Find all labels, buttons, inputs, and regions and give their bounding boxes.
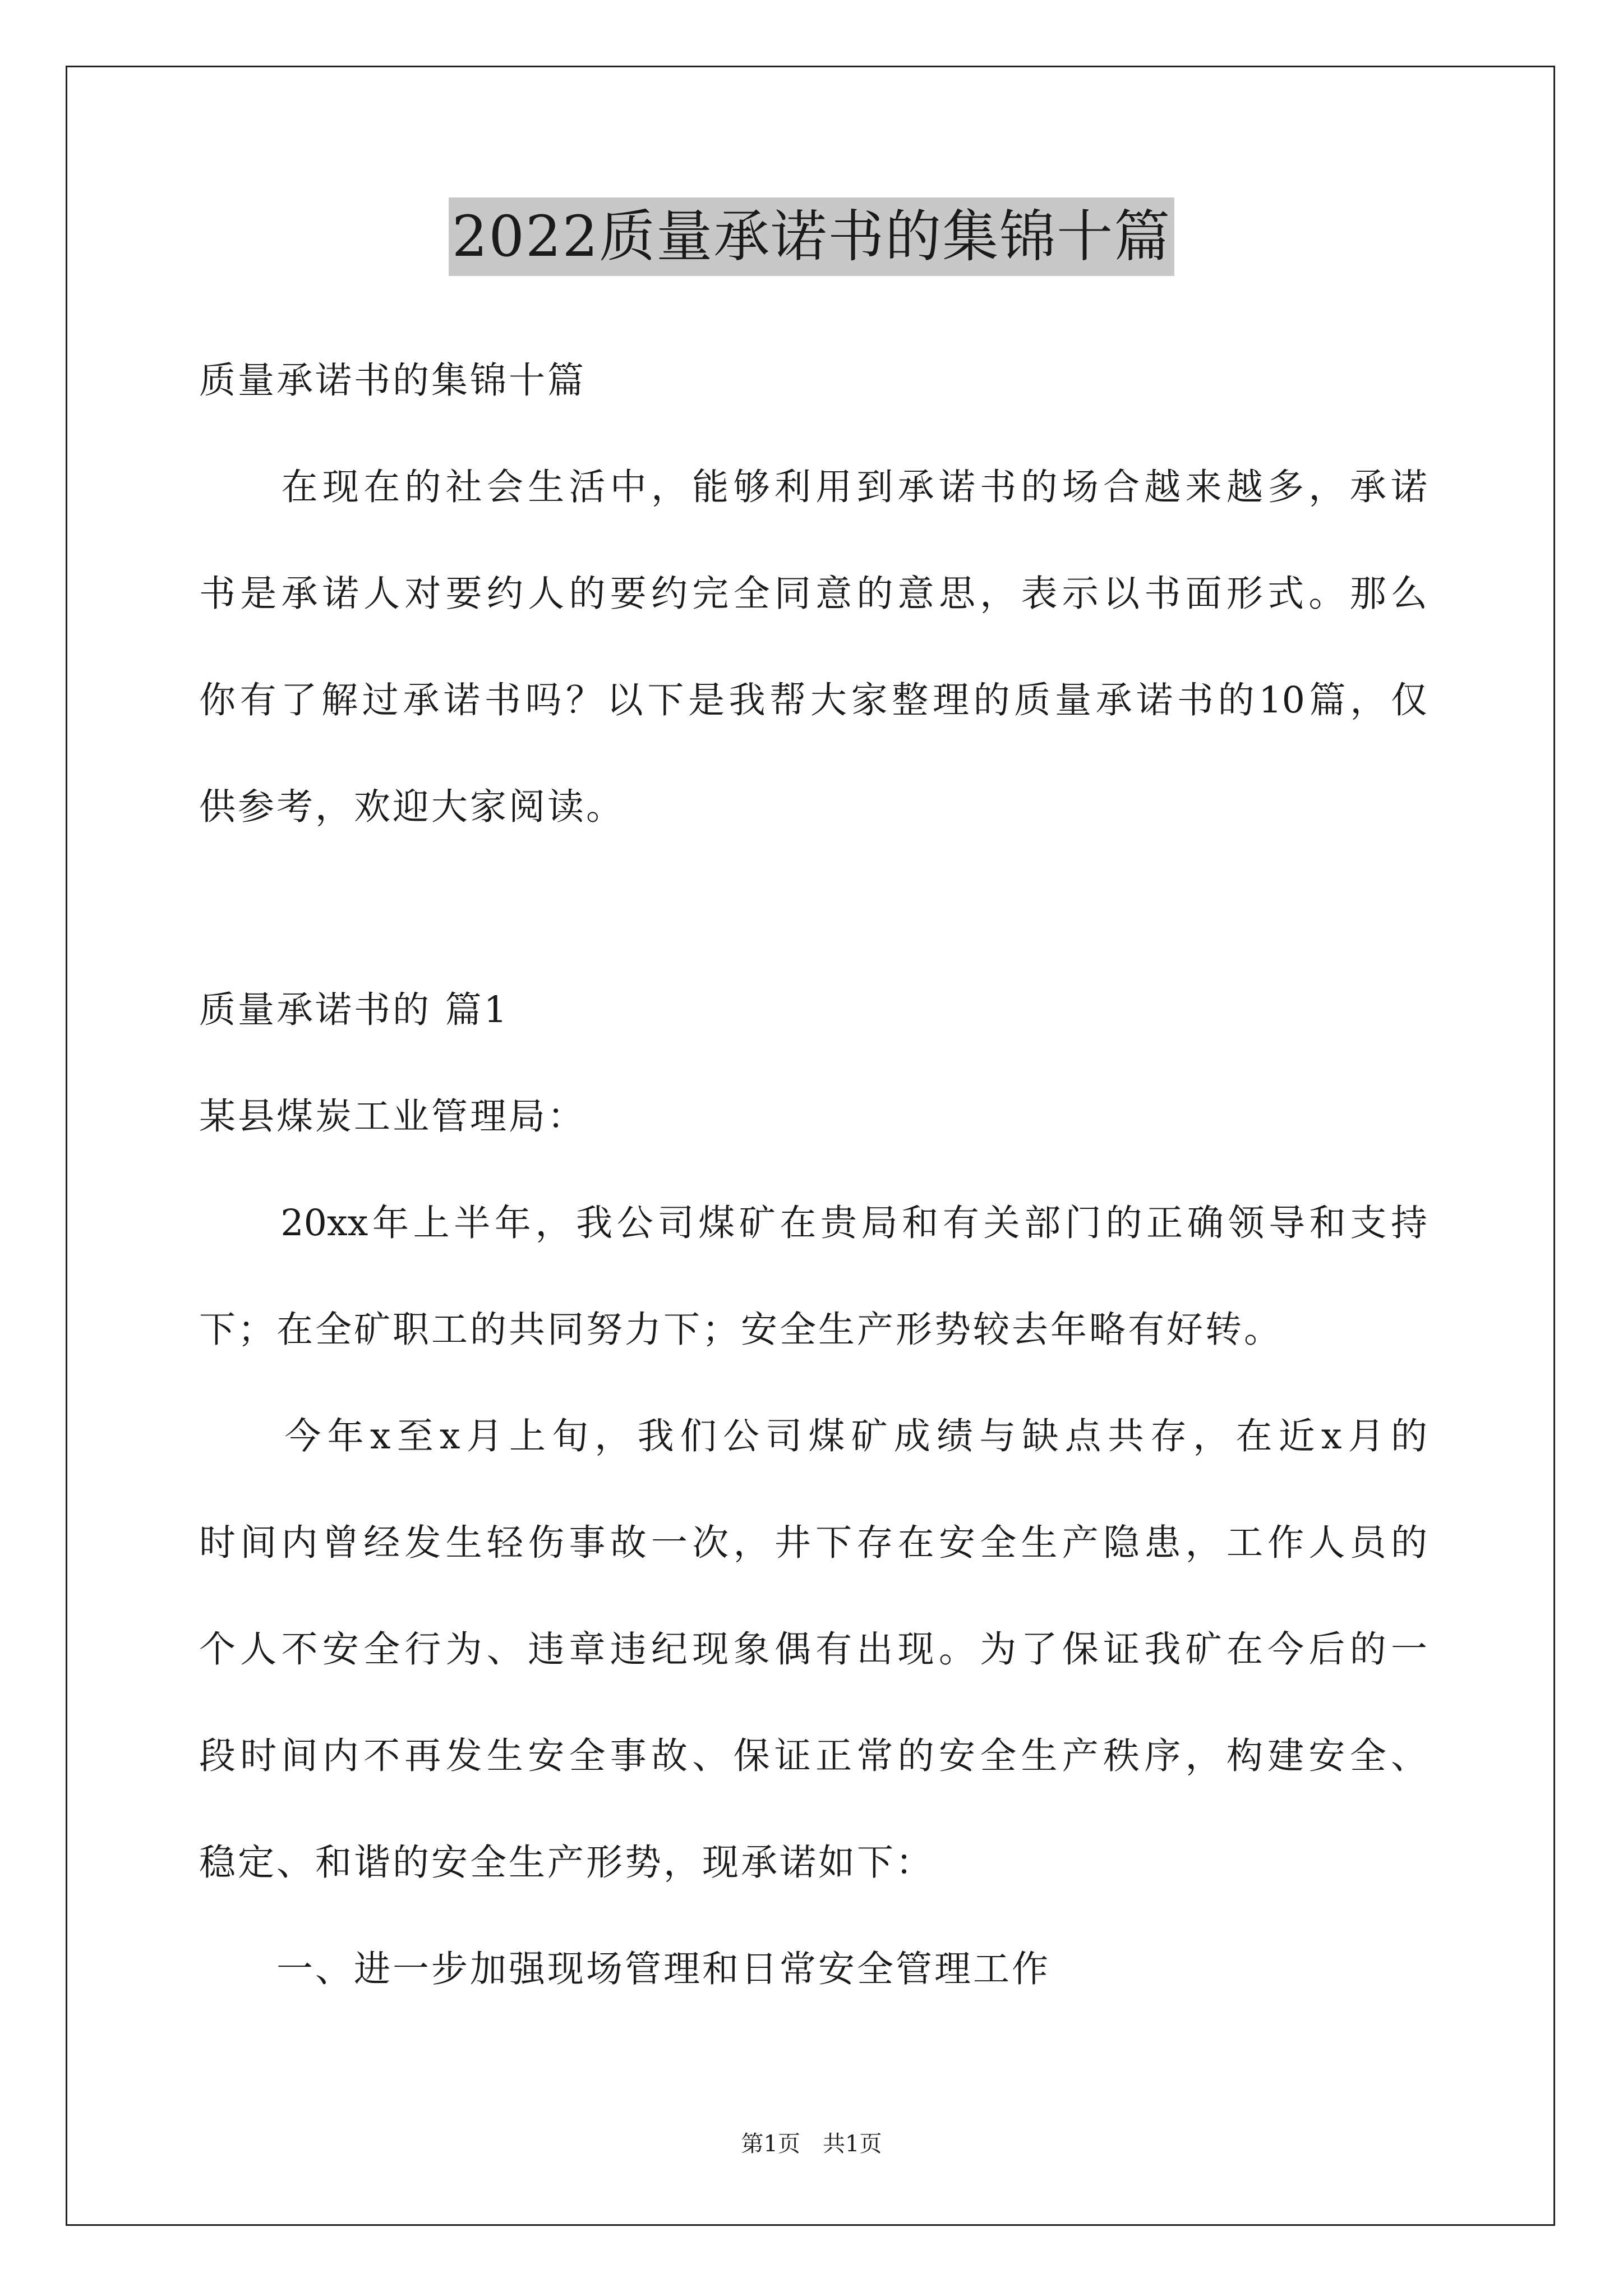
- paragraph-line: 供参考，欢迎大家阅读。: [199, 786, 625, 828]
- section-heading: 质量承诺书的 篇1: [199, 989, 510, 1031]
- paragraph-line: 书是承诺人对要约人的要约完全同意的意思，表示以书面形式。那么: [199, 573, 1427, 615]
- paragraph-line: 20xx年上半年，我公司煤矿在贵局和有关部门的正确领导和支持: [199, 1202, 1427, 1244]
- paragraph-line: 时间内曾经发生轻伤事故一次，井下存在安全生产隐患，工作人员的: [199, 1522, 1427, 1564]
- paragraph-line: 在现在的社会生活中，能够利用到承诺书的场合越来越多，承诺: [199, 466, 1427, 508]
- page-footer: 第1页 共1页: [741, 2131, 882, 2157]
- paragraph-line: 今年x至x月上旬，我们公司煤矿成绩与缺点共存，在近x月的: [199, 1415, 1427, 1457]
- paragraph-line: 你有了解过承诺书吗？以下是我帮大家整理的质量承诺书的10篇，仅: [199, 679, 1427, 721]
- paragraph-line: 稳定、和谐的安全生产形势，现承诺如下：: [199, 1842, 935, 1884]
- addressee-line: 某县煤炭工业管理局：: [199, 1096, 587, 1138]
- paragraph-line: 个人不安全行为、违章违纪现象偶有出现。为了保证我矿在今后的一: [199, 1628, 1427, 1671]
- document-title: 2022质量承诺书的集锦十篇: [449, 197, 1175, 276]
- subtitle-line: 质量承诺书的集锦十篇: [199, 360, 587, 402]
- title-container: [0, 197, 1623, 276]
- paragraph-line: 段时间内不再发生安全事故、保证正常的安全生产秩序，构建安全、: [199, 1735, 1427, 1777]
- paragraph-line: 下；在全矿职工的共同努力下；安全生产形势较去年略有好转。: [199, 1309, 1283, 1351]
- list-item-line: 一、进一步加强现场管理和日常安全管理工作: [199, 1948, 1051, 1990]
